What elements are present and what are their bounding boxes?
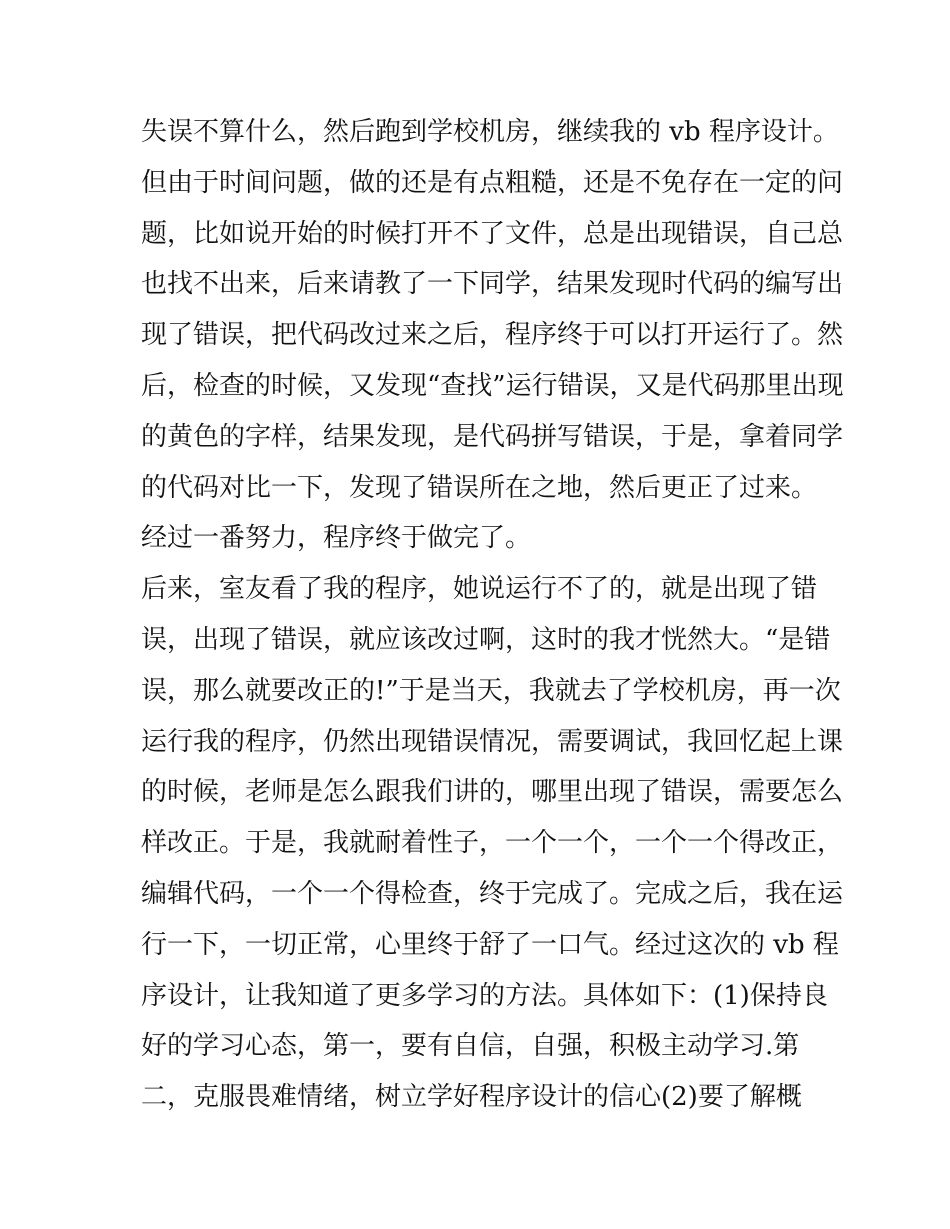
text-line: 样改正。于是，我就耐着性子，一个一个，一个一个得改正， (141, 828, 844, 859)
text-line: 后来，室友看了我的程序，她说运行不了的，就是出现了错 (141, 574, 818, 605)
text-line: 失误不算什么，然后跑到学校机房，继续我的 vb 程序设计。 (141, 117, 839, 147)
text-line: 后，检查的时候，又发现“查找”运行错误，又是代码那里出现 (141, 370, 844, 401)
text-line: 但由于时间问题，做的还是有点粗糙，还是不免存在一定的问 (141, 167, 844, 198)
text-line: 也找不出来，后来请教了一下同学，结果发现时代码的编写出 (141, 269, 844, 300)
text-line: 序设计，让我知道了更多学习的方法。具体如下：(1)保持良 (141, 980, 828, 1011)
text-line: 二，克服畏难情绪，树立学好程序设计的信心(2)要了解概 (141, 1082, 802, 1113)
text-line: 运行我的程序，仍然出现错误情况，需要调试，我回忆起上课 (141, 726, 844, 757)
text-line: 现了错误，把代码改过来之后，程序终于可以打开运行了。然 (141, 320, 844, 351)
text-line: 好的学习心态，第一，要有自信，自强，积极主动学习.第 (141, 1031, 800, 1062)
text-line: 误，出现了错误，就应该改过啊，这时的我才恍然大。“是错 (141, 624, 831, 655)
text-line: 编辑代码，一个一个得检查，终于完成了。完成之后，我在运 (141, 878, 844, 909)
text-line: 的代码对比一下，发现了错误所在之地，然后更正了过来。 (141, 472, 818, 503)
text-line: 的黄色的字样，结果发现，是代码拼写错误，于是，拿着同学 (141, 421, 844, 452)
text-line: 题，比如说开始的时候打开不了文件，总是出现错误，自己总 (141, 218, 844, 249)
text-line: 经过一番努力，程序终于做完了。 (141, 523, 532, 554)
body-text (141, 107, 844, 1123)
text-line: 的时候，老师是怎么跟我们讲的，哪里出现了错误，需要怎么 (141, 777, 844, 808)
text-line: 误，那么就要改正的!”于是当天，我就去了学校机房，再一次 (141, 675, 841, 706)
text-line: 行一下，一切正常，心里终于舒了一口气。经过这次的 vb 程 (141, 929, 839, 960)
